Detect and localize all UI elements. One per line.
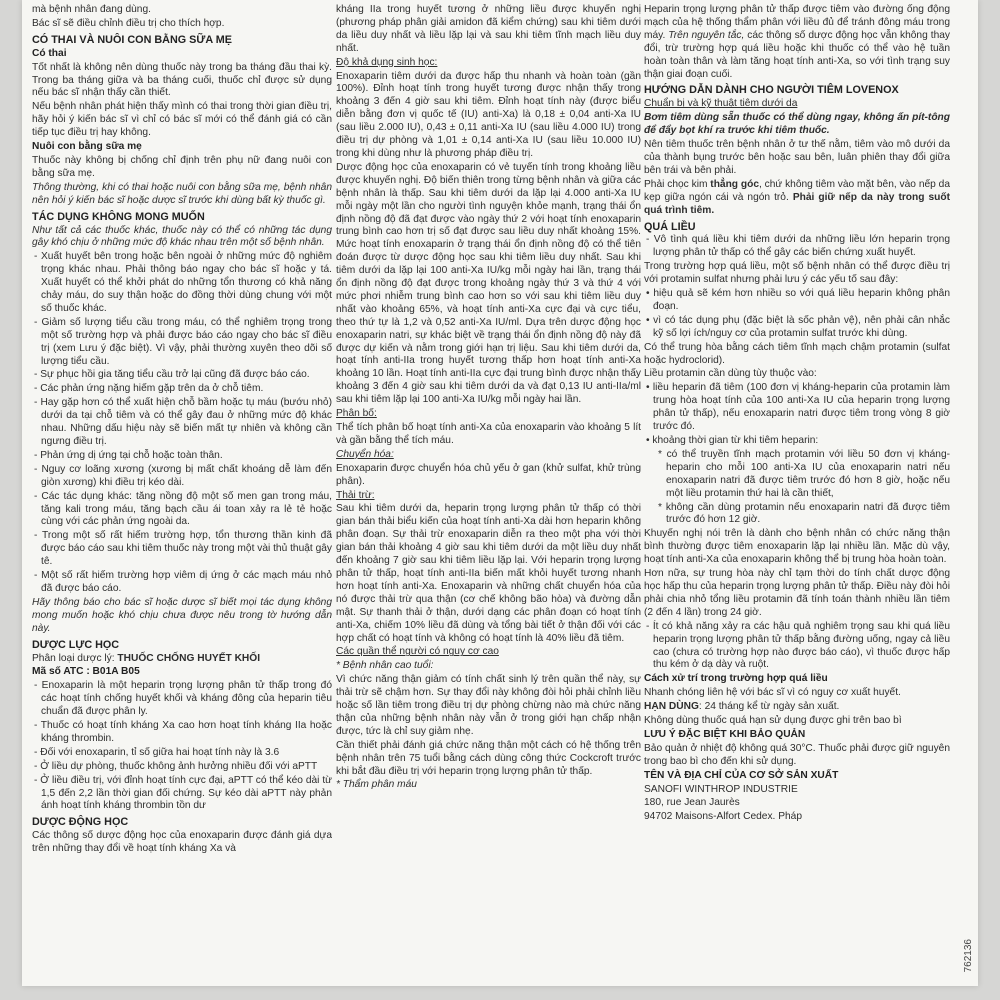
list-item: - Nguy cơ loãng xương (xương bị mất chất khoáng dễ làm đến giòn xương) khi điều trị kéo dài. (34, 463, 332, 488)
subheading: Mã số ATC : B01A B05 (32, 666, 140, 678)
leaflet-page (22, 0, 978, 986)
list-item: - Các phản ứng nặng hiếm gặp trên da ở chỗ tiêm. (34, 383, 264, 395)
sub-list-item: * có thể truyền tĩnh mạch protamin với liều 50 đơn vị kháng-heparin cho mỗi 100 anti-Xa IU của enoxaparin natri nếu enoxaparin natri đã được tiêm trước đó hơn 8 giờ, hoặc nếu một liều protamin thứ hai là cần thiết, (658, 448, 950, 499)
text-run: Heparin trọng lượng phân tử thấp được tiêm vào đường ống động mạch của hệ thống thẩm phân với liều đủ để tránh đông máu trong máy. (644, 4, 950, 41)
text-run: các thông số dược động học vẫn không thay đổi, trừ trường hợp quá liều hoặc khi thuốc có thể vào hệ tuần hoàn toàn thân và làm tăng hoạt tính anti-Xa, so với tình trạng suy thận giai đoạn cuối. (644, 29, 950, 80)
italic-paragraph: Hãy thông báo cho bác sĩ hoặc dược sĩ biết mọi tác dụng không mong muốn hoặc khó chịu chưa được nêu trong tờ hướng dẫn này. (32, 596, 332, 634)
paragraph: Sau khi tiêm dưới da, heparin trọng lượng phân tử thấp có thời gian bán thải biểu kiến của hoạt tính anti-Xa dài hơn heparin không phân đoạn. Sự thải trừ enoxaparin diễn ra theo một pha với thời gian bán thải khoảng 4 giờ sau khi tiêm dưới da một liều duy nhất đến khoảng 7 giờ sau khi tiêm liều lặp lại. Với heparin trọng lượng phân tử thấp, hoạt tính anti-IIa biến mất khỏi huyết tương nhanh hơn hoạt tính anti-Xa. Enoxaparin và những chất chuyển hóa của nó được thải trừ qua thận (cơ chế không bão hòa) và đường dẫn mật. Sự thanh thải ở thận, dưới dạng các phân đoạn có hoạt tính anti-Xa, chiếm 10% liều đã dùng và tổng bài tiết ở thận đối với các hợp chất có hoạt tính và không có hoạt tính là 40% liều đã tiêm. (336, 503, 641, 644)
paragraph (644, 4, 950, 81)
section-heading: HƯỚNG DẪN DÀNH CHO NGƯỜI TIÊM LOVENOX (644, 84, 899, 97)
bold-italic-paragraph: Bơm tiêm dùng sẵn thuốc có thể dùng ngay, không ấn pít-tông để đẩy bọt khí ra trước khi tiêm thuốc. (644, 112, 950, 137)
italic-paragraph: * Bệnh nhân cao tuổi: (336, 660, 434, 672)
paragraph (644, 179, 950, 218)
section-heading: DƯỢC ĐỘNG HỌC (32, 816, 129, 829)
paragraph: Không dùng thuốc quá hạn sử dụng được ghi trên bao bì (644, 715, 902, 727)
list-item: • liều heparin đã tiêm (100 đơn vị kháng-heparin của protamin làm trung hòa hoạt tính của 100 anti-Xa IU của heparin trọng lượng phân tử thấp), nếu enoxaparin natri được tiêm trong vòng 8 giờ trước đó. (646, 382, 950, 433)
column-3 (644, 4, 950, 978)
paragraph: Nhanh chóng liên hệ với bác sĩ vì có nguy cơ xuất huyết. (644, 687, 901, 699)
list-item: - Phản ứng dị ứng tại chỗ hoặc toàn thân. (34, 449, 223, 461)
list-item: - Một số rất hiếm trường hợp viêm dị ứng ở các mạch máu nhỏ đã được báo cáo. (34, 570, 332, 594)
subsection-title: Thải trừ: (336, 489, 375, 501)
paragraph: Enoxaparin được chuyển hóa chủ yếu ở gan (khử sulfat, khử trùng phân). (336, 462, 641, 487)
list-item: - Enoxaparin là một heparin trọng lượng phân tử thấp trong đó các hoạt tính chống huyết khối và kháng đông của heparin tiêu chuẩn đã được phân ly. (34, 680, 332, 718)
bold-run: Phải giữ nếp da này trong suốt quá trình tiêm. (644, 191, 950, 216)
paragraph: Nên tiêm thuốc trên bệnh nhân ở tư thế nằm, tiêm vào mô dưới da của thành bụng trước bên hoặc sau bên, luân phiên thay đổi giữa bên trái và bên phải. (644, 139, 950, 176)
paragraph: Nếu bệnh nhân phát hiện thấy mình có thai trong thời gian điều trị, hãy hỏi ý kiến bác sĩ vì chỉ có bác sĩ mới có thể đánh giá có cần tiếp tục điều trị hay không. (32, 101, 332, 139)
paragraph (644, 701, 950, 714)
subsection-title: Chuyển hóa: (336, 448, 394, 460)
list-item: - Trong một số rất hiếm trường hợp, tổn thương thần kinh đã được báo cáo sau khi tiêm thuốc này trong một vài thủ thuật gây tê. (34, 530, 332, 568)
subheading: TÊN VÀ ĐỊA CHỈ CỦA CƠ SỞ SẢN XUẤT (644, 769, 839, 781)
list-item: - Hay gặp hơn có thể xuất hiện chỗ bầm hoặc tụ máu (bướu nhỏ) dưới da tại chỗ tiêm và có thể gây đau ở những mức độ khác nhau. Những dấu hiệu này sẽ biến mất tự nhiên và không cần ngưng điều trị. (34, 397, 332, 447)
italic-paragraph: Như tất cả các thuốc khác, thuốc này có thể có những tác dụng gây khó chịu ở những mức độ khác nhau trên một số bệnh nhân. (32, 224, 332, 249)
bold-run: THUỐC CHỐNG HUYẾT KHỐI (117, 652, 261, 664)
subheading: Có thai (32, 47, 67, 59)
paragraph (32, 653, 332, 666)
text-run: Phân loại dược lý: (32, 652, 118, 664)
italic-run: Trên nguyên tắc, (668, 29, 745, 41)
list-item: - Đối với enoxaparin, tỉ số giữa hai hoạt tính này là 3.6 (34, 746, 280, 758)
list-item: - Các tác dụng khác: tăng nồng độ một số men gan trong máu, tăng kali trong máu, tăng bạch cầu ái toan xảy ra lẻ tẻ hoặc cùng với các phản ứng ngoài da. (34, 490, 332, 528)
list-item: - Vô tình quá liều khi tiêm dưới da những liều lớn heparin trọng lượng phân tử thấp có thể gây các biến chứng xuất huyết. (646, 234, 950, 259)
paragraph: Trong trường hợp quá liều, một số bệnh nhân có thể được điều trị với protamin sulfat nhưng phải lưu ý các yếu tố sau đây: (644, 261, 950, 286)
paragraph: Thuốc này không bị chống chỉ định trên phụ nữ đang nuôi con bằng sữa mẹ. (32, 154, 332, 179)
paragraph: SANOFI WINTHROP INDUSTRIE (644, 783, 798, 795)
section-heading: DƯỢC LỰC HỌC (32, 638, 120, 651)
paragraph: Enoxaparin tiêm dưới da được hấp thu nhanh và hoàn toàn (gần 100%). Đỉnh hoạt tính trong huyết tương được nhận thấy trong khoảng 3 đến 4 giờ sau khi tiêm. Đỉnh hoạt tính này (được biểu diễn bằng đơn vị quốc tế (IU) anti-Xa) là 0,18 ± 0,04 anti-Xa IU (sau liều 2.000 IU), 0,43 ± 0,11 anti-Xa IU (sau liều 4.000 IU) trong điều trị dự phòng và 1,01 ± 0,14 anti-Xa IU (sau liều 10.000 IU) trong khi dùng như là phương pháp điều trị. (336, 70, 641, 159)
list-item: - Thuốc có hoạt tính kháng Xa cao hơn hoạt tính kháng IIa hoặc kháng thrombin. (34, 720, 332, 744)
bold-run: HẠN DÙNG (644, 701, 699, 713)
list-item: - Xuất huyết bên trong hoặc bên ngoài ở những mức độ nghiêm trọng khác nhau. Phải thông báo ngay cho bác sĩ hoặc y tá. Xuất huyết có thể khởi phát do những tổn thương có khả năng chảy máu, do suy thận hoặc do đồng thời dùng chung với một số thuốc khác. (34, 251, 332, 314)
italic-paragraph: * Thẩm phân máu (336, 779, 417, 791)
print-code: 762136 (963, 938, 974, 972)
column-2 (336, 4, 641, 978)
subheading: Nuôi con bằng sữa mẹ (32, 141, 142, 153)
list-item: • hiệu quả sẽ kém hơn nhiều so với quá liều heparin không phân đoạn. (646, 288, 950, 312)
list-item: - Ít có khả năng xảy ra các hậu quả nghiêm trọng sau khi quá liều heparin trọng lượng phân tử thấp bằng đường uống, ngay cả liều cao (chưa có trường hợp nào được báo cáo), vì thuốc được hấp thu kém ở dạ dày và ruột. (646, 620, 950, 671)
text-run: , chứ không tiêm vào mặt bên, vào nếp da kẹp giữa ngón cái và ngón trỏ. (644, 178, 950, 203)
paragraph: Thể tích phân bố hoạt tính anti-Xa của enoxaparin vào khoảng 5 lít và gần bằng thể tích máu. (336, 422, 641, 446)
paragraph: Các thông số dược động học của enoxaparin được đánh giá dựa trên những thay đổi về hoạt tính kháng Xa và (32, 830, 332, 855)
section-heading: QUÁ LIỀU (644, 220, 696, 233)
subsection-title: Chuẩn bị và kỹ thuật tiêm dưới da (644, 98, 798, 110)
subsection-title: Phân bố: (336, 408, 377, 420)
section-heading: TÁC DỤNG KHÔNG MONG MUỐN (32, 210, 205, 223)
subheading: LƯU Ý ĐẶC BIỆT KHI BẢO QUẢN (644, 728, 806, 740)
subsection-title: Các quần thể người có nguy cơ cao (336, 646, 499, 658)
paragraph: 180, rue Jean Jaurès (644, 797, 740, 809)
list-item: - Ở liều điều trị, với đỉnh hoạt tính cực đại, aPTT có thể kéo dài từ 1,5 đến 2,2 lần thời gian đối chứng. Sự kéo dài aPTT này phản ánh hoạt tính kháng thrombin tồn dư (34, 774, 332, 812)
paragraph: kháng IIa trong huyết tương ở những liều được khuyến nghị (phương pháp phân giải amidon đã kiểm chứng) sau khi tiêm dưới da liều duy nhất và liều lặp lại và sau khi tiêm tĩnh mạch liều duy nhất. (336, 4, 641, 54)
paragraph: Bác sĩ sẽ điều chỉnh điều trị cho thích hợp. (32, 17, 225, 29)
paragraph: 94702 Maisons-Alfort Cedex. Pháp (644, 811, 802, 823)
paragraph: Có thể trung hòa bằng cách tiêm tĩnh mạch chậm protamin (sulfat hoặc hydroclorid). (644, 341, 950, 366)
list-item: • vì có tác dụng phụ (đặc biệt là sốc phản vệ), nên phải cân nhắc kỹ số lợi ích/nguy cơ của protamin sulfat trước khi dùng. (646, 314, 950, 339)
sub-list-item: * không cần dùng protamin nếu enoxaparin natri đã được tiêm trước đó hơn 12 giờ. (658, 501, 950, 526)
paragraph: Hơn nữa, sự trung hòa này chỉ tạm thời do tính chất dược động học hấp thu của heparin trọng lượng phân tử thấp. Điều này đòi hỏi phải chia nhỏ tổng liều protamin đã tính toán thành nhiều lần tiêm (2 đến 4 lần) trong 24 giờ. (644, 568, 950, 618)
paragraph: Bảo quản ở nhiệt độ không quá 30°C. Thuốc phải được giữ nguyên trong bao bì cho đến khi sử dụng. (644, 742, 950, 767)
paragraph: Vì chức năng thận giảm có tính chất sinh lý trên quần thể này, sự thải trừ sẽ chậm hơn. Sự thay đổi này không đòi hỏi phải chỉnh liều hoặc số lần tiêm trong điều trị dự phòng chừng nào mà chức năng thận của những bệnh nhân này vẫn ở trong giới hạn chấp nhận được, tức là chỉ suy giảm nhẹ. (336, 674, 641, 737)
list-item: - Ở liều dự phòng, thuốc không ảnh hưởng nhiều đối với aPTT (34, 760, 318, 772)
text-run: Phải chọc kim (644, 178, 711, 190)
paragraph: Tốt nhất là không nên dùng thuốc này trong ba tháng đầu thai kỳ. Trong ba tháng giữa và ba tháng cuối, thuốc chỉ được sử dụng nếu bác sĩ nhận thấy cần thiết. (32, 61, 332, 99)
paragraph: Liều protamin cần dùng tùy thuộc vào: (644, 368, 817, 380)
bold-run: thẳng góc (710, 178, 759, 190)
list-item: - Sự phục hồi gia tăng tiểu cầu trở lại cũng đã được báo cáo. (34, 369, 310, 381)
column-1 (32, 4, 332, 978)
subsection-title: Độ khả dụng sinh học: (336, 56, 438, 68)
section-heading: CÓ THAI VÀ NUÔI CON BẰNG SỮA MẸ (32, 33, 232, 46)
paragraph: Khuyến nghị nói trên là dành cho bệnh nhân có chức năng thận bình thường được tiêm enoxaparin lặp lại nhiều lần. Mặc dù vậy, hoạt tính anti-Xa của enoxaparin không thể bị trung hòa hoàn toàn. (644, 528, 950, 566)
list-item: - Giảm số lượng tiểu cầu trong máu, có thể nghiêm trọng trong một số trường hợp và phải được báo cáo ngay cho bác sĩ điều trị (xem Lưu ý đặc biệt). Vì vậy, phải thường xuyên theo dõi số lượng tiểu cầu. (34, 316, 332, 367)
text-run: : 24 tháng kể từ ngày sản xuất. (698, 701, 840, 713)
list-item: • khoảng thời gian từ khi tiêm heparin: (646, 435, 819, 446)
paragraph: mà bệnh nhân đang dùng. (32, 4, 151, 15)
paragraph: Dược động học của enoxaparin có vẻ tuyến tính trong khoảng liều được khuyến nghị. Độ biến thiên trong từng bệnh nhân và giữa các bệnh nhân là thấp. Sau khi tiêm dưới da lặp lại 4.000 anti-Xa IU mỗi ngày một lần cho người tình nguyện khỏe mạnh, trạng thái ổn định nồng độ đã đạt được vào ngày thứ 2 với hoạt tính enoxaparin trung bình cao hơn trị số đạt được sau liều duy nhất khoảng 15%. Mức hoạt tính enoxaparin ở trạng thái ổn định nồng độ có thể tiên đoán được từ dược động học sau khi tiêm liều duy nhất. Sau khi tiêm dưới da lặp lại 100 anti-Xa IU/kg mỗi ngày hai lần, trạng thái ổn định nồng độ đạt được trong khoảng ngày thứ 3 và thứ 4 với mức phơi nhiễm trung bình cao hơn so với sau khi tiêm liều duy nhất vào khoảng 65%, và hoạt tính anti-Xa cực đại và cực tiểu, theo thứ tự là 1,2 và 0,52 anti-Xa IU/ml. Dựa trên dược động học enoxaparin natri, sự khác biệt về trạng thái ổn định nồng độ này đã được dự kiến và nằm trong giới hạn trị liệu. Sau khi tiêm dưới da, hoạt tính anti-IIa trong huyết tương thấp hơn hoạt tính anti-Xa khoảng 10 lần. Hoạt tính anti-IIa cực đại trung bình được nhận thấy khoảng 3 đến 4 giờ sau khi tiêm dưới da và đạt 0,13 IU anti-IIa/ml sau khi tiêm lặp lại 100 anti-Xa IU/kg mỗi ngày hai lần. (336, 161, 641, 406)
subheading: Cách xử trí trong trường hợp quá liều (644, 673, 828, 685)
italic-paragraph: Thông thường, khi có thai hoặc nuôi con bằng sữa mẹ, bệnh nhân nên hỏi ý kiến bác sĩ hoặc dược sĩ trước khi dùng bất kỳ thuốc gì. (32, 181, 332, 206)
paragraph: Cần thiết phải đánh giá chức năng thận một cách có hệ thống trên bệnh nhân trên 75 tuổi bằng cách dùng công thức Cockcroft trước khi bắt đầu điều trị với heparin trọng lượng phân tử thấp. (336, 739, 641, 777)
